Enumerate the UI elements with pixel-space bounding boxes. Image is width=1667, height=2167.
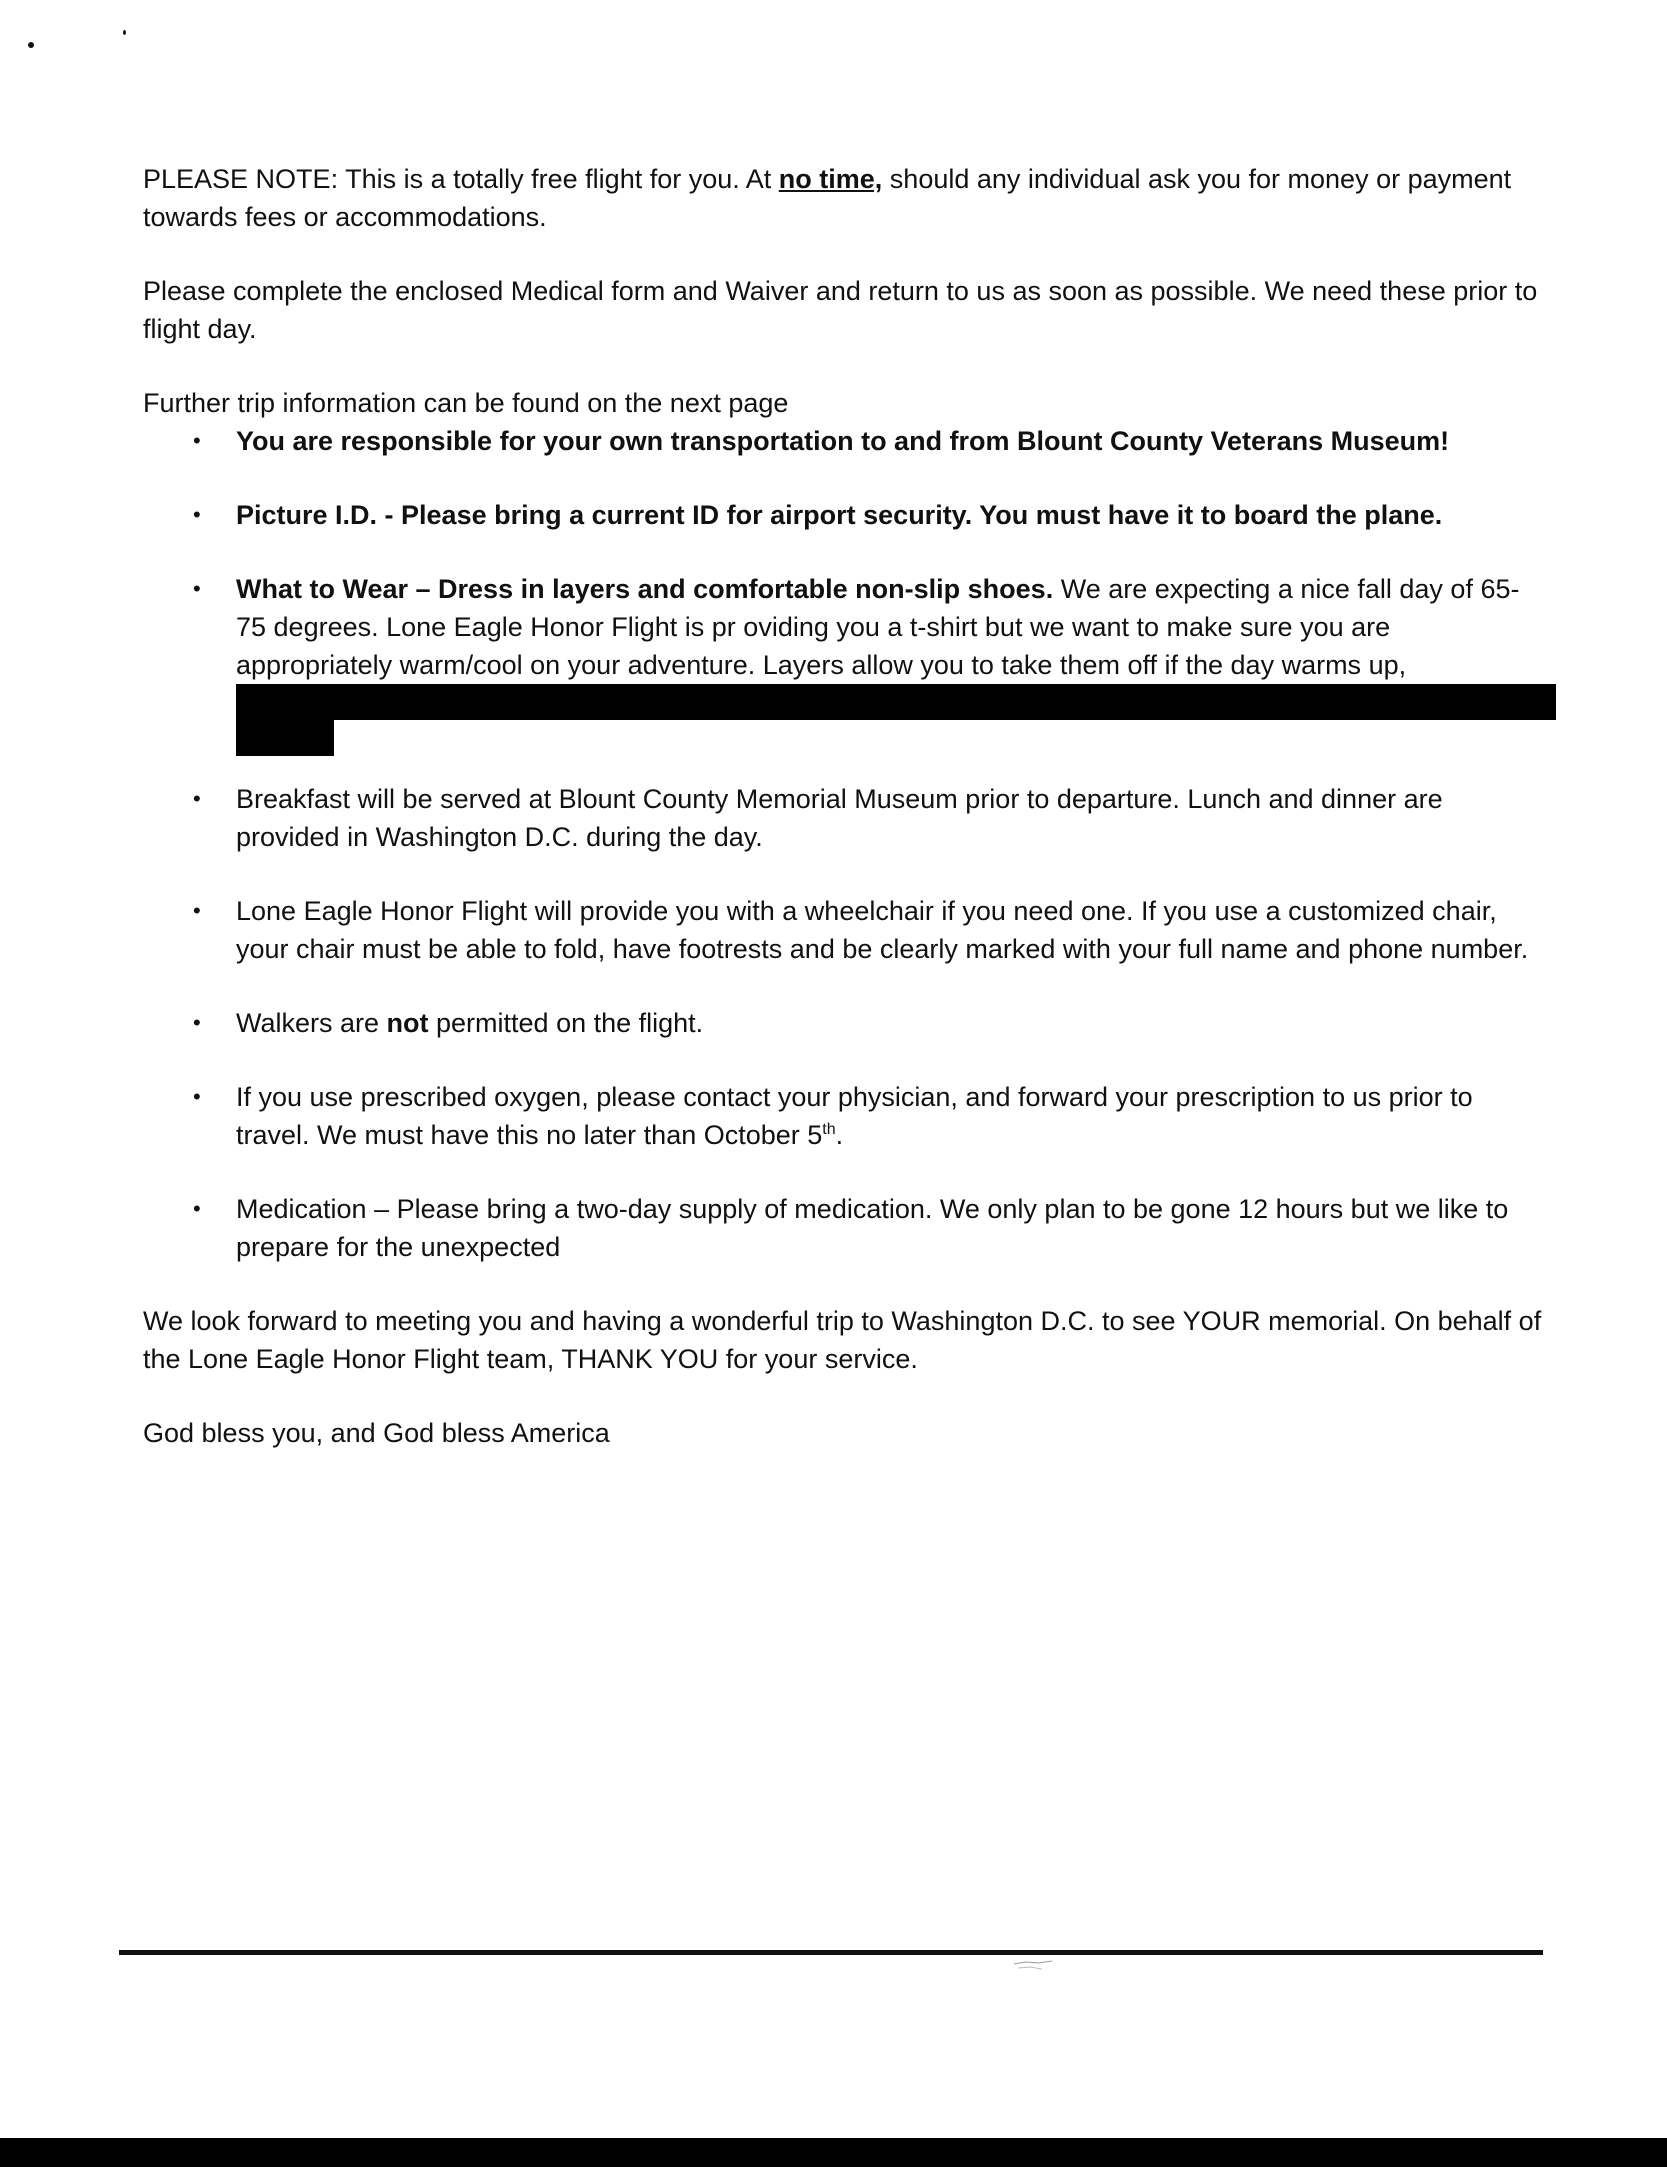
bullet-icon: •	[193, 898, 201, 923]
walkers-emphasis: not	[386, 1008, 429, 1038]
scan-bottom-edge	[0, 2138, 1667, 2167]
closing-paragraph: We look forward to meeting you and having a wonderful trip to Washington D.C. to see YOUR memorial. On behalf of the Lone Eagle Honor Flight team, THANK YOU for your service.	[143, 1306, 1542, 1374]
letter-body	[143, 160, 1543, 1488]
transport-text: You are responsible for your own transportation to and from Blount County Veterans Museum!	[236, 426, 1450, 456]
oxygen-superscript: th	[822, 1121, 836, 1138]
bullet-icon: •	[193, 502, 201, 527]
list-item-medication	[143, 1190, 1543, 1266]
list-item-what-to-wear	[143, 570, 1543, 760]
wheelchair-text: Lone Eagle Honor Flight will provide you with a wheelchair if you need one. If you use a customized chair, your chair must be able to fold, have footrests and be clearly marked with your full name and phone number.	[236, 896, 1529, 964]
redaction-bar	[236, 720, 334, 756]
picture-id-text: Picture I.D. - Please bring a current ID for airport security. You must have it to board the plane.	[236, 500, 1443, 530]
oxygen-text: If you use prescribed oxygen, please contact your physician, and forward your prescription to us prior to travel. We must have this no later than October 5	[236, 1082, 1473, 1150]
bullet-icon: •	[193, 1010, 201, 1035]
bullet-icon: •	[193, 428, 201, 453]
medication-text: Medication – Please bring a two-day supply of medication. We only plan to be gone 12 hours but we like to prepare for the unexpected	[236, 1194, 1509, 1262]
list-item-picture-id	[143, 496, 1543, 534]
list-item-transport	[143, 422, 1543, 460]
redaction-bar	[236, 684, 1556, 720]
notice-paragraph	[143, 160, 1543, 236]
notice-text-start: This is a totally free flight for you. At	[345, 164, 779, 194]
breakfast-text: Breakfast will be served at Blount County Memorial Museum prior to departure. Lunch and dinner are provided in Washington D.C. during the day.	[236, 784, 1443, 852]
bullet-icon: •	[193, 786, 201, 811]
wear-heading: What to Wear – Dress in layers and comfortable non-slip shoes.	[236, 574, 1054, 604]
oxygen-text-end: .	[835, 1120, 844, 1150]
bullet-icon: •	[193, 1084, 201, 1109]
walkers-text-start: Walkers are	[236, 1008, 387, 1038]
redaction-block	[236, 684, 1543, 760]
list-item-breakfast	[143, 780, 1543, 856]
scan-artifact	[1012, 1958, 1058, 1976]
blessing-line: God bless you, and God bless America	[143, 1418, 610, 1448]
walkers-text-end: permitted on the flight.	[428, 1008, 704, 1038]
list-item-walkers	[143, 1004, 1543, 1042]
list-item-oxygen	[143, 1078, 1543, 1154]
bullet-icon: •	[193, 576, 201, 601]
notice-text-end: should any individual ask you for money or payment towards fees or accommodations.	[143, 164, 1512, 232]
further-info-line: Further trip information can be found on the next page	[143, 388, 789, 418]
scan-speck	[123, 30, 126, 35]
forms-paragraph: Please complete the enclosed Medical form and Waiver and return to us as soon as possible. We need these prior to flight day.	[143, 276, 1538, 344]
scan-speck	[28, 42, 34, 48]
list-item-wheelchair	[143, 892, 1543, 968]
bullet-icon: •	[193, 1196, 201, 1221]
notice-emphasis: no time,	[778, 164, 883, 194]
wear-text: We are expecting a nice fall day of 65-75 degrees. Lone Eagle Honor Flight is pr oviding you a t-shirt but we want to make sure you are appropriately warm/cool on your adventure. Layers allow you to take them off if the day warms up,	[236, 574, 1520, 680]
notice-label: PLEASE NOTE:	[143, 164, 339, 194]
footer-rule	[119, 1950, 1543, 1955]
trip-info-list	[143, 422, 1543, 1266]
